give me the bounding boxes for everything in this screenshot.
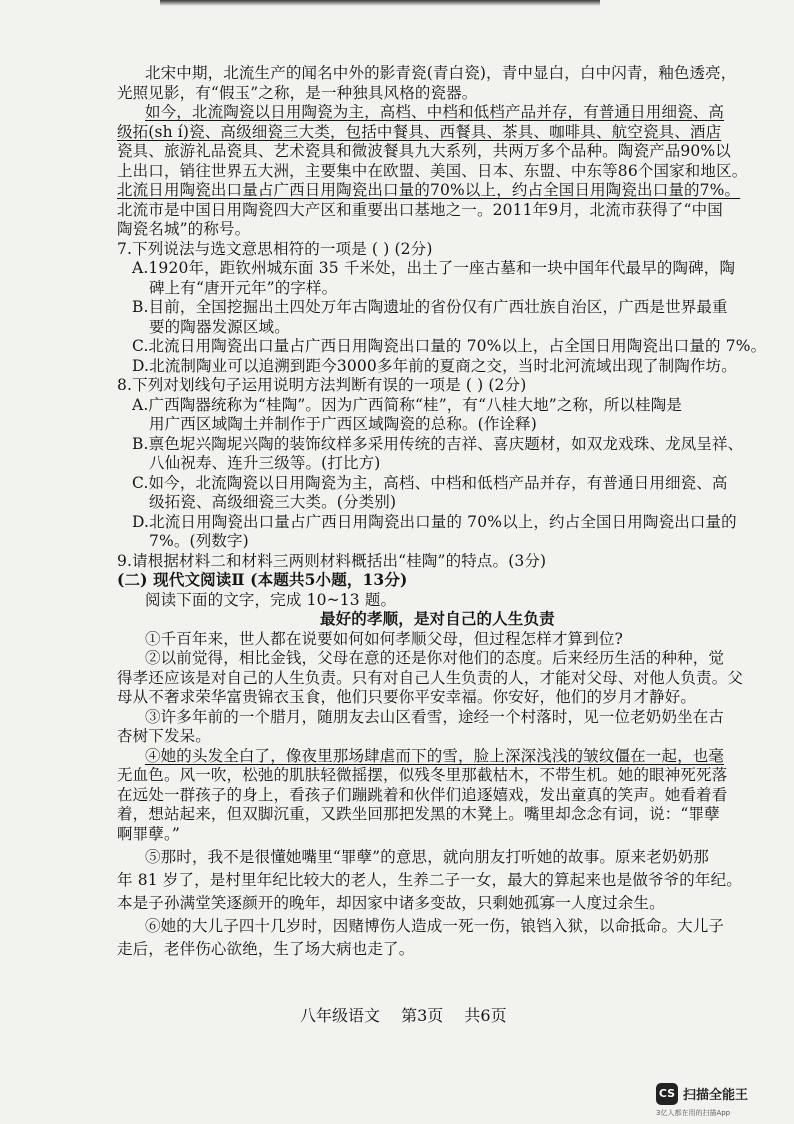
text-line: 走后，老伴伤心欲绝，生了场大病也走了。: [117, 939, 415, 958]
text-line: 年 81 岁了，是村里年纪比较大的老人，生养二子一女，最大的算起来也是做爷爷的年纪。: [117, 870, 742, 889]
article-title: 最好的孝顺，是对自己的人生负责: [320, 609, 555, 628]
footer-subject: 八年级语文: [300, 1006, 381, 1025]
text-line: 得孝还应该是对自己的人生负责。只有对自己人生负责的人，才能对父母、对他人负责。父: [117, 668, 744, 687]
camscanner-logo-icon: CS: [656, 1083, 678, 1105]
text-line: A.广西陶器统称为“桂陶”。因为广西简称“桂”，有“八桂大地”之称，所以桂陶是: [132, 395, 683, 414]
text-line: ②以前觉得，相比金钱，父母在意的还是你对他们的态度。后来经历生活的种种，觉: [145, 649, 725, 667]
text-line: ③许多年前的一个腊月，随朋友去山区看雪，途经一个村落时，见一位老奶奶坐在古: [145, 707, 725, 726]
footer-total-pages: 共6页: [464, 1006, 507, 1025]
text-line: 光照见影，有“假玉”之称，是一种独具风格的瓷器。: [117, 83, 478, 102]
text-line: ⑥她的大儿子四十几岁时，因赌博伤人造成一死一伤，锒铛入狱，以命抵命。大儿子: [145, 916, 725, 935]
text-line: 八仙祝寿、连升三级等。(打比方): [149, 454, 381, 472]
text-line: C.如今，北流陶瓷以日用陶瓷为主，高档、中档和低档产品并存，有普通日用细瓷、高: [132, 473, 728, 492]
watermark-app-name: 扫描全能王: [683, 1088, 749, 1103]
text-line: C.北流日用陶瓷出口量占广西日用陶瓷出口量的 70%以上，占全国日用陶瓷出口量的 7%。: [132, 337, 767, 355]
text-line: 本是子孙满堂笑逐颜开的晚年，却因家中诸多变故，只剩她孤寡一人度过余生。: [117, 893, 665, 912]
text-line: 母从不奢求荣华富贵锦衣玉食，他们只要你平安幸福。你安好，他们的岁月才静好。: [117, 688, 697, 706]
text-line: D.北流制陶业可以追溯到距今3000多年前的夏商之交，当时北河流域出现了制陶作坊。: [132, 356, 737, 375]
text-line: 北流市是中国日用陶瓷四大产区和重要出口基地之一。2011年9月，北流市获得了“中国: [117, 200, 723, 219]
text-line: 级拓(sh í)瓷、高级细瓷三大类，包括中餐具、西餐具、茶具、咖啡具、航空瓷具、酒店: [117, 122, 722, 141]
text-line: 如今，北流陶瓷以日用陶瓷为主，高档、中档和低档产品并存，有普通日用细瓷、高: [145, 103, 725, 121]
watermark-tagline: 3亿人都在用的扫描App: [656, 1109, 731, 1117]
text-line: A.1920年，距钦州城东面 35 千米处，出土了一座古墓和一块中国年代最早的陶碑，陶: [132, 259, 736, 277]
text-line: ⑤那时，我不是很懂她嘴里“罪孽”的意思，就向朋友打听她的故事。原来老奶奶那: [145, 847, 709, 866]
footer-page-number: 第3页: [401, 1006, 444, 1025]
text-line: 陶瓷名城”的称号。: [117, 220, 251, 238]
text-line: 杏树下发呆。: [117, 727, 211, 745]
text-line: 无血色。风一吹，松弛的肌肤轻微摇摆，似残冬里那截枯木，不带生机。她的眼神死死落: [117, 766, 728, 784]
page-footer: [300, 1003, 523, 1026]
camscanner-watermark: [656, 1081, 776, 1121]
text-line: (二) 现代文阅读Ⅱ (本题共5小题，13分): [117, 570, 408, 589]
text-line: 8.下列对划线句子运用说明方法判断有误的一项是 ( ) (2分): [117, 376, 527, 394]
text-line: 要的陶器发源区域。: [149, 317, 290, 336]
text-line: 上出口，销往世界五大洲，主要集中在欧盟、美国、日本、东盟、中东等86个国家和地区。: [117, 161, 748, 180]
text-line: 9.请根据材料二和材料三两则材料概括出“桂陶”的特点。(3分): [117, 551, 547, 570]
text-line: 用广西区域陶土并制作于广西区域陶瓷的总称。(作诠释): [149, 415, 537, 433]
text-line: 碑上有“唐开元年”的字样。: [149, 278, 338, 297]
text-line: D.北流日用陶瓷出口量占广西日用陶瓷出口量的 70%以上，约占全国日用陶瓷出口量的: [132, 512, 737, 531]
text-line: ①千百年来，世人都在说要如何如何孝顺父母，但过程怎样才算到位?: [145, 629, 623, 648]
text-line: 北流日用陶瓷出口量占广西日用陶瓷出口量的70%以上，约占全国日用陶瓷出口量的7%。: [117, 181, 741, 199]
text-line: 瓷具、旅游礼品瓷具、艺术瓷具和微波餐具九大系列，共两万多个品种。陶瓷产品90%以: [117, 142, 731, 160]
text-line: 在远处一群孩子的身上，看孩子们蹦跳着和伙伴们追逐嬉戏，发出童真的笑声。她看着看: [117, 785, 728, 804]
text-line: 级拓瓷、高级细瓷三大类。(分类别): [149, 493, 397, 511]
text-line: 北宋中期，北流生产的闻名中外的影青瓷(青白瓷)，青中显白，白中闪青，釉色透亮，: [145, 64, 737, 82]
text-line: B.禀色坭兴陶坭兴陶的装饰纹样多采用传统的吉祥、喜庆题材，如双龙戏珠、龙凤呈祥、: [132, 434, 744, 453]
text-line: 7.下列说法与选文意思相符的一项是 ( ) (2分): [117, 239, 433, 258]
text-line: B.目前，全国挖掘出土四处万年古陶遗址的省份仅有广西壮族自治区，广西是世界最重: [132, 298, 728, 316]
text-line: 阅读下面的文字，完成 10~13 题。: [145, 590, 397, 609]
text-line: 7%。(列数字): [149, 532, 249, 550]
text-line: ④她的头发全白了，像夜里那场肆虐而下的雪，脸上深深浅浅的皱纹僵在一起，也毫: [145, 746, 725, 765]
text-line: 着，想站起来，但双脚沉重，又跌坐回那把发黑的木凳上。嘴里却念念有词，说：“罪孽: [117, 805, 720, 823]
text-line: 啊罪孽。”: [117, 824, 180, 843]
